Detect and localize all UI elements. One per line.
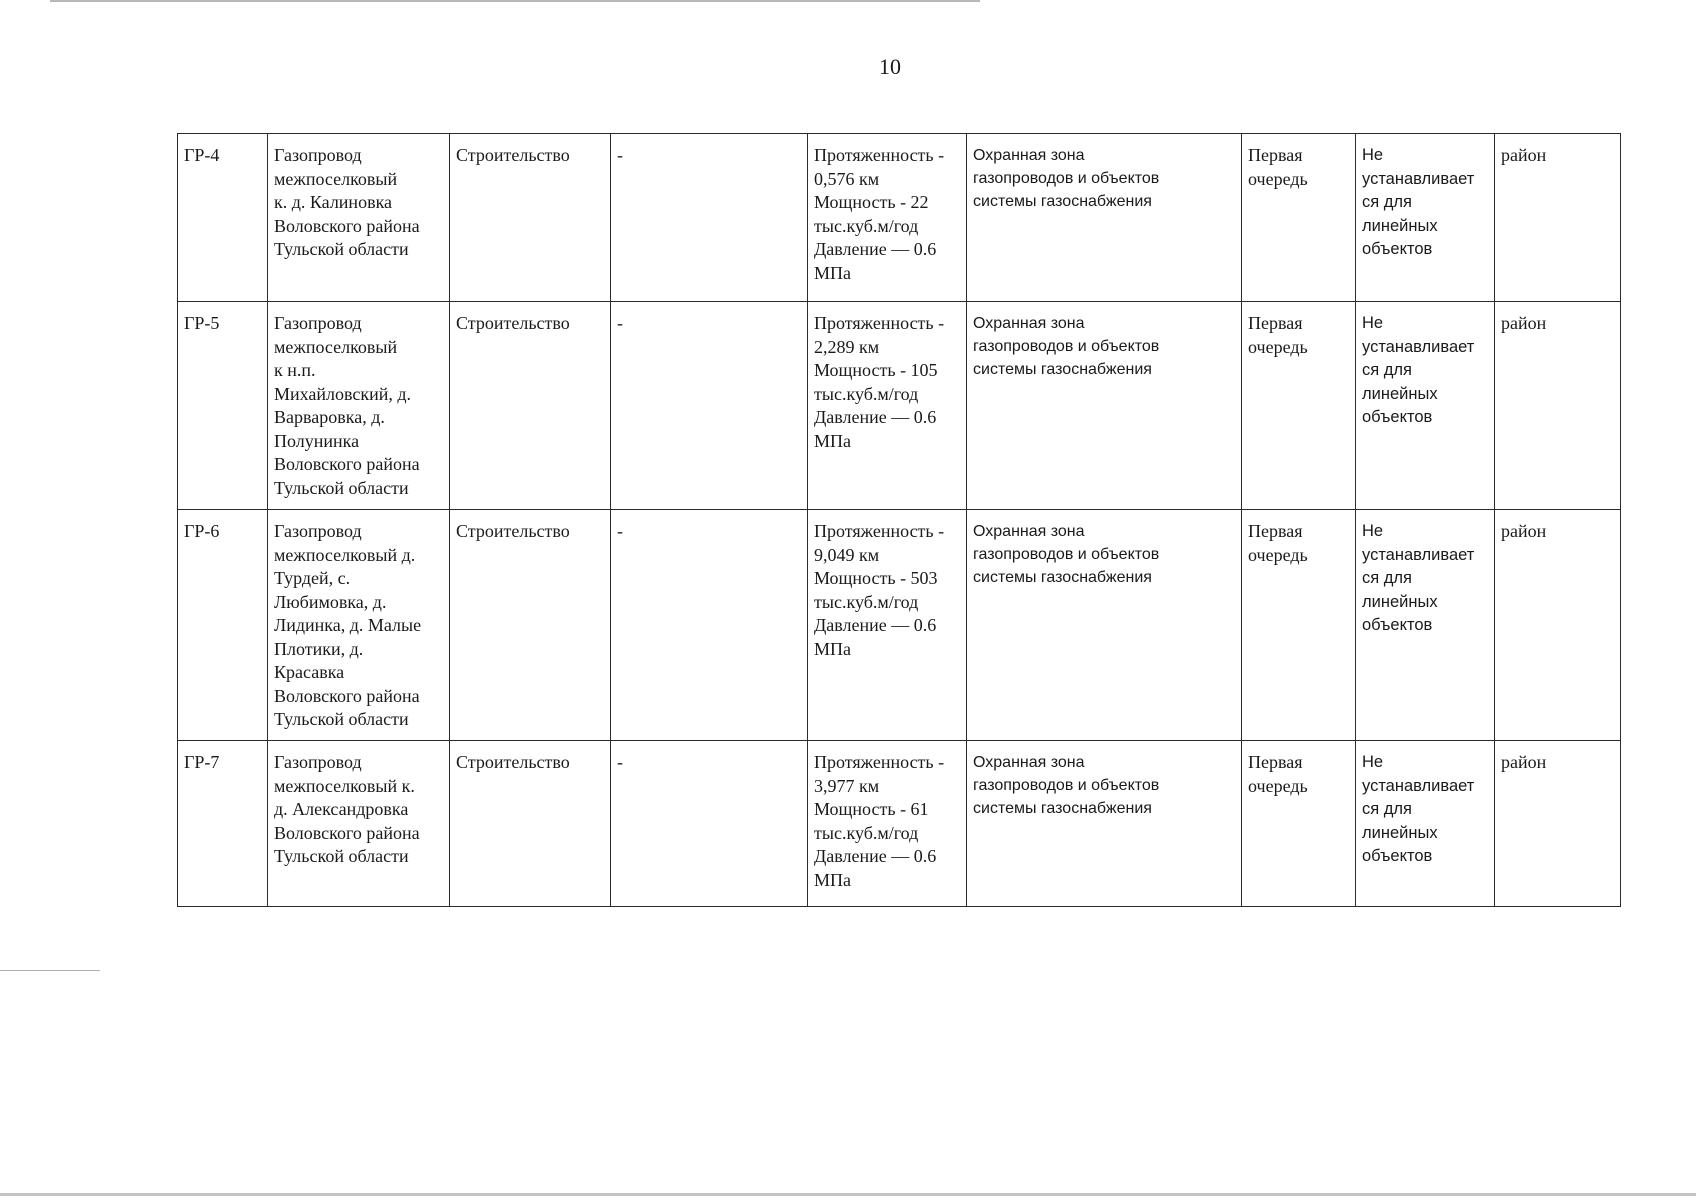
- restriction-cell: [1356, 134, 1495, 302]
- object-status-cell: Строительство: [450, 741, 611, 907]
- object-extra-cell: -: [611, 510, 808, 741]
- object-name-cell: [268, 302, 450, 510]
- restriction-cell-line: объектов: [1362, 616, 1433, 634]
- restriction-cell-line: ся для: [1362, 800, 1412, 818]
- restriction-cell-line: ся для: [1362, 361, 1412, 379]
- object-extra-cell: -: [611, 134, 808, 302]
- stage-cell-line: очередь: [1248, 544, 1308, 565]
- stage-cell: [1242, 741, 1356, 907]
- object-specs-cell-line: Протяженность -: [814, 313, 945, 333]
- restriction-cell-line: устанавливает: [1362, 776, 1475, 795]
- object-name-cell-line: Лидинка, д. Малые: [274, 615, 422, 635]
- restriction-cell-line: объектов: [1362, 847, 1433, 865]
- object-specs-cell-line: тыс.куб.м/год: [814, 822, 919, 843]
- restriction-cell-line: объектов: [1362, 240, 1433, 258]
- object-specs-cell-line: МПа: [814, 869, 851, 890]
- object-name-cell-line: к. д. Калиновка: [274, 192, 393, 212]
- object-specs-cell-line: Давление — 0.6: [814, 846, 937, 866]
- protection-zone-cell: [967, 302, 1242, 510]
- object-specs-cell-line: тыс.куб.м/год: [814, 215, 919, 236]
- object-name-cell-line: Воловского района: [274, 454, 420, 474]
- level-cell: район: [1495, 134, 1621, 302]
- object-name-cell: [268, 510, 450, 741]
- object-specs-cell-line: Протяженность -: [814, 521, 945, 541]
- object-specs-cell-line: Давление — 0.6: [814, 615, 937, 635]
- object-name-cell-line: Воловского района: [274, 822, 420, 843]
- object-specs-cell-line: Мощность - 503: [814, 568, 938, 588]
- scan-top-rule: [50, 0, 980, 2]
- restriction-cell: [1356, 510, 1495, 741]
- object-specs-cell: [808, 134, 967, 302]
- object-extra-cell: -: [611, 741, 808, 907]
- restriction-cell-line: линейных: [1362, 823, 1438, 842]
- object-name-cell-line: Газопровод: [274, 313, 362, 333]
- scan-margin-dash: [0, 970, 100, 971]
- restriction-cell-line: Не: [1362, 146, 1384, 164]
- register-body: [178, 134, 1621, 907]
- object-name-cell-line: Красавка: [274, 662, 345, 682]
- protection-zone-cell-line: газопроводов и объектов: [973, 170, 1160, 187]
- object-name-cell-line: д. Александровка: [274, 799, 409, 819]
- object-name-cell-line: Газопровод: [274, 752, 362, 772]
- protection-zone-cell-line: газопроводов и объектов: [973, 777, 1160, 794]
- object-name-cell-line: Михайловский, д.: [274, 383, 412, 404]
- object-name-cell-line: Тульской области: [274, 709, 409, 729]
- protection-zone-cell-line: Охранная зона: [973, 147, 1085, 164]
- stage-cell-line: очередь: [1248, 336, 1308, 357]
- table-row: [178, 134, 1621, 302]
- table-row: [178, 741, 1621, 907]
- protection-zone-cell-line: газопроводов и объектов: [973, 546, 1160, 563]
- protection-zone-cell: [967, 134, 1242, 302]
- gas-pipeline-register-table: [177, 133, 1621, 907]
- object-name-cell-line: Тульской области: [274, 477, 409, 498]
- object-name-cell-line: Полунинка: [274, 430, 360, 451]
- stage-cell-line: Первая: [1248, 521, 1303, 541]
- object-code-cell: ГР-5: [178, 302, 268, 510]
- restriction-cell: [1356, 302, 1495, 510]
- protection-zone-cell-line: системы газоснабжения: [973, 569, 1152, 586]
- restriction-cell-line: ся для: [1362, 193, 1412, 211]
- object-extra-cell: -: [611, 302, 808, 510]
- object-specs-cell-line: 0,576 км: [814, 168, 880, 189]
- protection-zone-cell-line: Охранная зона: [973, 315, 1085, 332]
- stage-cell-line: Первая: [1248, 145, 1303, 165]
- object-name-cell-line: к н.п.: [274, 360, 316, 380]
- object-status-cell: Строительство: [450, 302, 611, 510]
- object-specs-cell-line: тыс.куб.м/год: [814, 383, 919, 404]
- restriction-cell-line: Не: [1362, 314, 1384, 332]
- object-specs-cell-line: Давление — 0.6: [814, 407, 937, 427]
- scan-bottom-rule: [0, 1193, 1696, 1196]
- protection-zone-cell-line: системы газоснабжения: [973, 361, 1152, 378]
- object-code-cell: ГР-6: [178, 510, 268, 741]
- object-name-cell-line: Тульской области: [274, 239, 409, 259]
- object-specs-cell: [808, 741, 967, 907]
- stage-cell-line: очередь: [1248, 775, 1308, 796]
- object-name-cell-line: межпоселковый д.: [274, 544, 416, 565]
- object-name-cell-line: Воловского района: [274, 215, 420, 236]
- object-status-cell: Строительство: [450, 134, 611, 302]
- restriction-cell-line: линейных: [1362, 592, 1438, 611]
- restriction-cell-line: объектов: [1362, 408, 1433, 426]
- level-cell: район: [1495, 510, 1621, 741]
- object-name-cell: [268, 134, 450, 302]
- object-code-cell: ГР-7: [178, 741, 268, 907]
- object-specs-cell-line: 9,049 км: [814, 544, 880, 565]
- protection-zone-cell-line: Охранная зона: [973, 523, 1085, 540]
- object-name-cell-line: Тульской области: [274, 846, 409, 866]
- restriction-cell-line: устанавливает: [1362, 337, 1475, 356]
- stage-cell-line: очередь: [1248, 168, 1308, 189]
- protection-zone-cell-line: газопроводов и объектов: [973, 338, 1160, 355]
- object-specs-cell-line: Мощность - 22: [814, 192, 929, 212]
- restriction-cell-line: устанавливает: [1362, 169, 1475, 188]
- object-specs-cell-line: Протяженность -: [814, 145, 945, 165]
- object-specs-cell: [808, 302, 967, 510]
- object-specs-cell-line: тыс.куб.м/год: [814, 591, 919, 612]
- object-specs-cell-line: МПа: [814, 638, 851, 659]
- object-specs-cell-line: МПа: [814, 262, 851, 283]
- object-specs-cell-line: Протяженность -: [814, 752, 945, 772]
- object-specs-cell-line: Мощность - 105: [814, 360, 938, 380]
- protection-zone-cell: [967, 510, 1242, 741]
- restriction-cell-line: линейных: [1362, 384, 1438, 403]
- object-specs-cell: [808, 510, 967, 741]
- stage-cell-line: Первая: [1248, 752, 1303, 772]
- protection-zone-cell-line: Охранная зона: [973, 754, 1085, 771]
- object-status-cell: Строительство: [450, 510, 611, 741]
- object-name-cell-line: Турдей, с.: [274, 568, 351, 588]
- object-name-cell-line: межпоселковый: [274, 336, 398, 357]
- object-specs-cell-line: Мощность - 61: [814, 799, 929, 819]
- restriction-cell-line: Не: [1362, 522, 1384, 540]
- object-name-cell-line: Газопровод: [274, 521, 362, 541]
- object-specs-cell-line: 3,977 км: [814, 775, 880, 796]
- table-row: [178, 510, 1621, 741]
- object-name-cell-line: Любимовка, д.: [274, 591, 387, 612]
- object-specs-cell-line: Давление — 0.6: [814, 239, 937, 259]
- object-name-cell-line: Воловского района: [274, 685, 420, 706]
- protection-zone-cell: [967, 741, 1242, 907]
- restriction-cell-line: линейных: [1362, 216, 1438, 235]
- object-specs-cell-line: МПа: [814, 430, 851, 451]
- object-code-cell: ГР-4: [178, 134, 268, 302]
- table-row: [178, 302, 1621, 510]
- object-name-cell-line: Варваровка, д.: [274, 407, 385, 427]
- stage-cell: [1242, 134, 1356, 302]
- restriction-cell-line: Не: [1362, 753, 1384, 771]
- object-name-cell-line: межпоселковый к.: [274, 775, 415, 796]
- restriction-cell-line: устанавливает: [1362, 545, 1475, 564]
- protection-zone-cell-line: системы газоснабжения: [973, 193, 1152, 210]
- object-specs-cell-line: 2,289 км: [814, 336, 880, 357]
- restriction-cell: [1356, 741, 1495, 907]
- restriction-cell-line: ся для: [1362, 569, 1412, 587]
- stage-cell: [1242, 510, 1356, 741]
- stage-cell: [1242, 302, 1356, 510]
- protection-zone-cell-line: системы газоснабжения: [973, 800, 1152, 817]
- object-name-cell-line: Газопровод: [274, 145, 362, 165]
- object-name-cell-line: межпоселковый: [274, 168, 398, 189]
- object-name-cell-line: Плотики, д.: [274, 638, 364, 659]
- level-cell: район: [1495, 741, 1621, 907]
- level-cell: район: [1495, 302, 1621, 510]
- object-name-cell: [268, 741, 450, 907]
- page-number: 10: [879, 54, 901, 79]
- stage-cell-line: Первая: [1248, 313, 1303, 333]
